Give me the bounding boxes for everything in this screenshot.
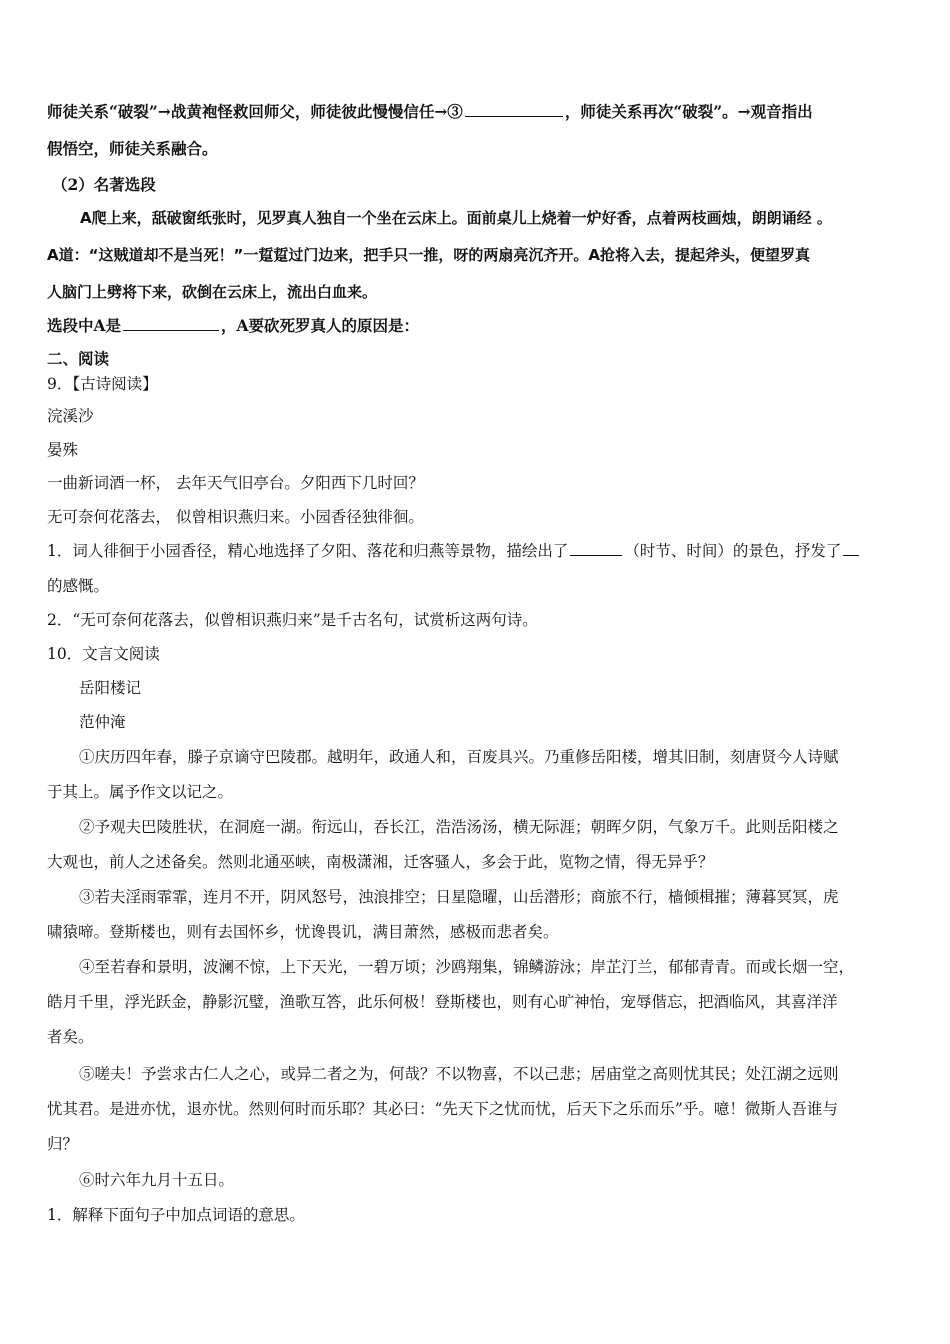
q9-2-line: 2．“无可奈何花落去，似曾相识燕归来”是千古名句，试赏析这两句诗。 — [47, 611, 538, 629]
para1-line2: 于其上。属予作文以记之。 — [47, 783, 234, 801]
q9-title: 9．【古诗阅读】 — [47, 375, 158, 393]
excerpt-question — [47, 316, 419, 336]
para4-line3: 者矣。 — [47, 1028, 94, 1046]
para3-line2: 啸猿啼。登斯楼也，则有去国怀乡，忧谗畏讥，满目萧然，感极而悲者矣。 — [47, 923, 559, 941]
section-heading: 二、阅读 — [47, 349, 110, 368]
blank-a-identity[interactable] — [123, 316, 219, 331]
blank-feeling[interactable] — [843, 541, 859, 556]
poem-line-2: 无可奈何花落去， 似曾相识燕归来。小园香径独徘徊。 — [47, 508, 424, 526]
q10-title: 10．文言文阅读 — [47, 645, 160, 663]
relationship-chain-line2: 假悟空，师徒关系融合。 — [47, 139, 218, 158]
para4-line1: ④至若春和景明，波澜不惊，上下天光，一碧万顷；沙鸥翔集，锦鳞游泳；岸芷汀兰，郁郁青青。而或长烟一空， — [79, 958, 855, 976]
blank-season[interactable] — [570, 541, 622, 556]
chain-text-a: 师徒关系“破裂”→战黄袍怪救回师父，师徒彼此慢慢信任→③ — [47, 102, 463, 121]
para6-line: ⑥时六年九月十五日。 — [79, 1171, 235, 1189]
q9-1-line2: 的感慨。 — [47, 577, 110, 595]
para5-line3: 归？ — [47, 1135, 79, 1153]
para1-line1: ①庆历四年春，滕子京谪守巴陵郡。越明年，政通人和，百废具兴。乃重修岳阳楼，增其旧制，刻唐贤今人诗赋 — [79, 748, 839, 766]
excerpt-line-2: A道：“这贼道却不是当死！”一踅踅过门边来，把手只一推，呀的两扇亮沉齐开。A抢将入去，提起斧头，便望罗真 — [47, 246, 810, 264]
q9-1-text-a: 1．词人徘徊于小园香径，精心地选择了夕阳、落花和归燕等景物，描绘出了 — [47, 542, 569, 560]
para5-line1: ⑤嗟夫！予尝求古仁人之心，或异二者之为，何哉？不以物喜，不以己悲；居庙堂之高则忧其民；处江湖之远则 — [79, 1065, 839, 1083]
poem-title: 浣溪沙 — [47, 407, 94, 425]
para5-line2: 忧其君。是进亦忧，退亦忧。然则何时而乐耶？其必曰：“先天下之忧而忧，后天下之乐而乐”乎。噫！微斯人吾谁与 — [47, 1100, 838, 1118]
relationship-chain-line1 — [47, 102, 813, 122]
blank-3[interactable] — [465, 102, 563, 117]
para3-line1: ③若夫淫雨霏霏，连月不开，阴风怒号，浊浪排空；日星隐曜，山岳潜形；商旅不行，樯倾楫摧；薄暮冥冥，虎 — [79, 888, 839, 906]
q10-1-line: 1．解释下面句子中加点词语的意思。 — [47, 1206, 305, 1224]
excerpt-line-3: 人脑门上劈将下来，砍倒在云床上，流出白血来。 — [47, 283, 378, 301]
poem-author: 晏殊 — [47, 441, 79, 459]
text-title: 岳阳楼记 — [79, 679, 142, 697]
question-text-a: 选段中A是 — [47, 316, 122, 335]
sub2-title: （2）名著选段 — [52, 175, 156, 194]
text-author: 范仲淹 — [79, 713, 126, 731]
para4-line2: 皓月千里，浮光跃金，静影沉璧，渔歌互答，此乐何极！登斯楼也，则有心旷神怡，宠辱偕忘，把酒临风，其喜洋洋 — [47, 993, 838, 1011]
question-text-b: ，A要砍死罗真人的原因是： — [221, 316, 420, 335]
poem-line-1: 一曲新词酒一杯， 去年天气旧亭台。夕阳西下几时回？ — [47, 474, 424, 492]
para2-line1: ②予观夫巴陵胜状，在洞庭一湖。衔远山，吞长江，浩浩汤汤，横无际涯；朝晖夕阴，气象万千。此则岳阳楼之 — [79, 818, 839, 836]
q9-1-line — [47, 541, 861, 561]
para2-line2: 大观也，前人之述备矣。然则北通巫峡，南极潇湘，迁客骚人，多会于此，览物之情，得无异乎？ — [47, 853, 714, 871]
excerpt-line-1: A爬上来，舐破窗纸张时，见罗真人独自一个坐在云床上。面前桌儿上烧着一炉好香，点着两枝画烛，朗朗诵经 。 — [80, 209, 832, 227]
chain-text-b: ，师徒关系再次“破裂”。→观音指出 — [564, 102, 813, 121]
q9-1-text-b: （时节、时间）的景色，抒发了 — [624, 542, 842, 560]
